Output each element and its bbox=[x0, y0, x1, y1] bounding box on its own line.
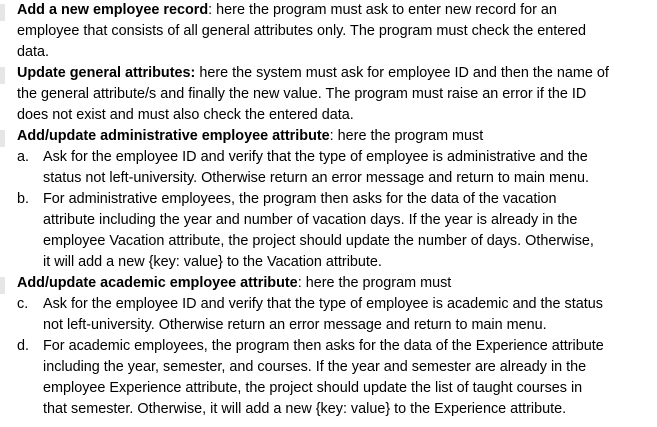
subitem-marker: b. bbox=[17, 191, 30, 207]
subitem-marker: c. bbox=[17, 296, 29, 312]
item-3-line-1 bbox=[17, 126, 483, 147]
subitem-d-line-3: employee Experience attribute, the project should update the list of taught courses in bbox=[43, 380, 583, 396]
subitem-b-line-3: employee Vacation attribute, the project should update the number of days. Otherwise, bbox=[43, 233, 594, 249]
subitem-b-line-2: attribute including the year and number of vacation days. If the year is already in the bbox=[43, 212, 578, 228]
subitem-d-line-1: For academic employees, the program then asks for the data of the Experience attribute bbox=[43, 338, 604, 354]
list-bullet bbox=[0, 4, 5, 21]
item-2-line-3: does not exist and must also check the entered data. bbox=[17, 107, 354, 123]
item-1-line-2: employee that consists of all general attributes only. The program must check the entered bbox=[17, 23, 586, 39]
item-1-title-suffix: : bbox=[208, 2, 213, 18]
item-2-line-2: the general attribute/s and finally the new value. The program must raise an error if the ID bbox=[17, 86, 587, 102]
list-bullet bbox=[0, 130, 5, 147]
subitem-c-line-2: not left-university. Otherwise return an error message and return to main menu. bbox=[43, 317, 547, 333]
subitem-b-line-1: For administrative employees, the program then asks for the data of the vacation bbox=[43, 191, 557, 207]
item-1-text: here the program must ask to enter new record for an bbox=[212, 2, 557, 18]
list-bullet bbox=[0, 277, 5, 294]
item-2-title: Update general attributes: bbox=[17, 65, 196, 81]
item-3-title: Add/update administrative employee attribute bbox=[17, 128, 330, 144]
item-3-title-suffix: : here the program must bbox=[329, 128, 484, 144]
item-1-title: Add a new employee record bbox=[17, 2, 209, 18]
item-2-text: here the system must ask for employee ID and then the name of bbox=[195, 65, 609, 81]
subitem-d-line-4: that semester. Otherwise, it will add a new {key: value} to the Experience attribute. bbox=[43, 401, 567, 417]
subitem-marker: d. bbox=[17, 338, 30, 354]
item-1-line-3: data. bbox=[17, 44, 50, 60]
item-1-line-1 bbox=[17, 0, 557, 21]
subitem-a-line-2: status not left-university. Otherwise return an error message and return to main menu. bbox=[43, 170, 590, 186]
list-bullet bbox=[0, 67, 5, 84]
item-2-line-1 bbox=[17, 63, 609, 84]
subitem-a-line-1: Ask for the employee ID and verify that the type of employee is administrative and the bbox=[43, 149, 588, 165]
item-4-title: Add/update academic employee attribute bbox=[17, 275, 298, 291]
subitem-c-line-1: Ask for the employee ID and verify that the type of employee is academic and the status bbox=[43, 296, 603, 312]
subitem-marker: a. bbox=[17, 149, 30, 165]
subitem-d-line-2: including the year, semester, and courses. If the year and semester are already in the bbox=[43, 359, 587, 375]
subitem-b-line-4: it will add a new {key: value} to the Vacation attribute. bbox=[43, 254, 382, 270]
item-4-line-1 bbox=[17, 273, 451, 294]
item-4-title-suffix: : here the program must bbox=[297, 275, 452, 291]
